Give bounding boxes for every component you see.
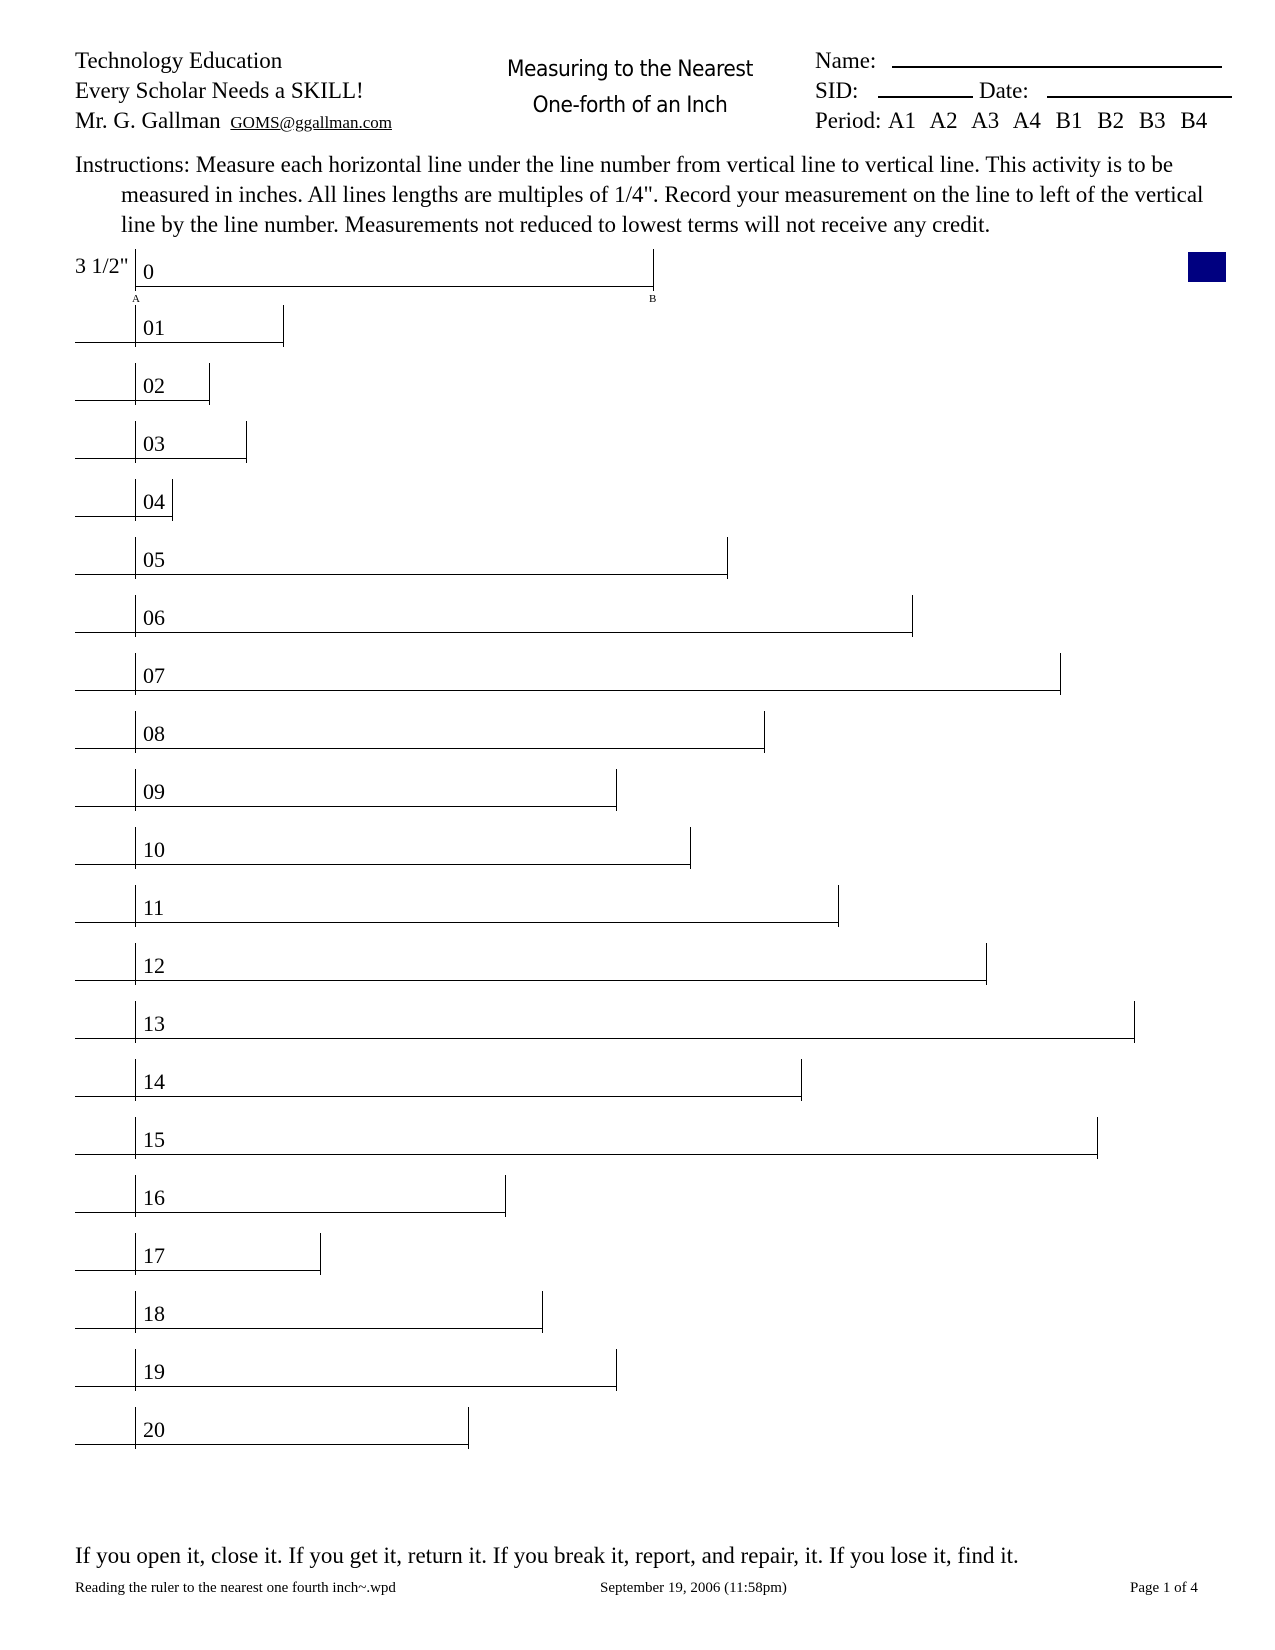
period-option[interactable]: B2 [1097,108,1125,133]
footer-filename: Reading the ruler to the nearest one fourth inch~.wpd [75,1580,396,1596]
course-name: Technology Education [75,48,283,73]
measurement-row [0,363,1275,413]
answer-field[interactable] [75,516,135,517]
tick-start [135,1233,136,1275]
answer-field[interactable] [75,922,135,923]
worksheet-title [483,52,777,124]
measurement-row [0,305,1275,355]
line-number: 18 [143,1301,165,1326]
answer-field[interactable] [75,1212,135,1213]
tick-start [135,1291,136,1333]
measure-line [135,286,653,287]
measure-line [135,1270,320,1271]
line-number: 02 [143,373,165,398]
period-option[interactable]: B4 [1180,108,1208,133]
tick-start [135,249,136,291]
measure-line [135,1096,801,1097]
measure-line [135,516,172,517]
measurement-row [0,1001,1275,1051]
answer-field[interactable] [75,458,135,459]
line-number: 11 [143,895,165,920]
sid-date-row [815,76,1232,106]
period-option[interactable]: A4 [1012,108,1041,133]
answer-field[interactable] [75,1386,135,1387]
tick-end [653,249,654,291]
line-number: 04 [143,489,165,514]
answer-field[interactable] [75,342,135,343]
tick-end [838,885,839,927]
point-b-label: B [649,293,657,305]
title-line-2: One-forth of an Inch [532,93,728,118]
answer-field[interactable] [75,1038,135,1039]
tick-start [135,769,136,811]
measurement-row [0,479,1275,529]
tick-start [135,653,136,695]
answer-field[interactable] [75,1444,135,1445]
name-field[interactable] [892,46,1222,68]
answer-field[interactable] [75,690,135,691]
answer-field[interactable] [75,400,135,401]
tick-start [135,479,136,521]
tick-start [135,595,136,637]
period-row [815,106,1232,136]
tick-start [135,1175,136,1217]
measurement-row [0,1059,1275,1109]
tick-start [135,1407,136,1449]
measure-line [135,690,1060,691]
measure-line [135,748,764,749]
measure-line [135,980,986,981]
measure-line [135,922,838,923]
answer-field[interactable] [75,864,135,865]
measurement-row [0,653,1275,703]
tick-start [135,885,136,927]
measure-line [135,458,246,459]
line-number: 08 [143,721,165,746]
line-number: 17 [143,1243,165,1268]
tick-start [135,1117,136,1159]
measurement-row [0,885,1275,935]
date-label: Date: [978,78,1029,103]
answer-field[interactable] [75,632,135,633]
tick-end [505,1175,506,1217]
example-answer: 3 1/2" [75,253,129,278]
measure-line [135,1386,616,1387]
measurement-row [0,943,1275,993]
line-number: 14 [143,1069,165,1094]
line-number: 07 [143,663,165,688]
tick-end [283,305,284,347]
line-number: 10 [143,837,165,862]
measurement-row [0,1175,1275,1225]
measure-line [135,864,690,865]
answer-field[interactable] [75,980,135,981]
tick-end [986,943,987,985]
answer-field[interactable] [75,748,135,749]
tick-end [727,537,728,579]
tick-end [1060,653,1061,695]
measure-line [135,400,209,401]
measurement-row [0,595,1275,645]
measurement-row [0,1117,1275,1167]
tick-end [690,827,691,869]
line-number: 09 [143,779,165,804]
tick-start [135,421,136,463]
tick-end [616,769,617,811]
line-number: 13 [143,1011,165,1036]
measurement-row [0,421,1275,471]
tick-end [172,479,173,521]
line-number: 05 [143,547,165,572]
tick-end [209,363,210,405]
line-number: 01 [143,315,165,340]
measure-line [135,1038,1134,1039]
period-option[interactable]: A3 [971,108,1000,133]
instructions-text: Instructions: Measure each horizontal line under the line number from vertical line to vertical line. This activity is to be measured in inches. All lines lengths are multiples of 1/4". Record your measurement on the line to left of the vertical line by the line number. Measurements not reduced to lowest terms will not receive any credit. [75,152,1204,237]
title-line-1: Measuring to the Nearest [507,57,753,82]
tick-end [246,421,247,463]
point-a-label: A [132,293,140,305]
example-line [0,249,1275,305]
footer-date: September 19, 2006 (11:58pm) [600,1580,787,1596]
measurement-row [0,1233,1275,1283]
tick-end [1097,1117,1098,1159]
measure-line [135,574,727,575]
tick-end [764,711,765,753]
period-option[interactable]: B3 [1138,108,1166,133]
course-motto: Every Scholar Needs a SKILL! [75,78,364,103]
measurement-row [0,769,1275,819]
tick-start [135,305,136,347]
tick-end [542,1291,543,1333]
measure-line [135,806,616,807]
measurement-row [0,711,1275,761]
tick-start [135,943,136,985]
answer-field[interactable] [75,1096,135,1097]
tick-end [320,1233,321,1275]
name-row [815,46,1232,76]
measure-line [135,1154,1097,1155]
tick-start [135,1059,136,1101]
line-number: 06 [143,605,165,630]
tick-end [616,1349,617,1391]
line-number: 19 [143,1359,165,1384]
tick-end [801,1059,802,1101]
name-label: Name: [815,48,877,73]
line-number: 16 [143,1185,165,1210]
tick-start [135,827,136,869]
teacher-email: GOMS@ggallman.com [230,113,392,132]
tick-start [135,1349,136,1391]
line-number: 0 [143,259,154,284]
measure-line [135,632,912,633]
tick-start [135,363,136,405]
tick-start [135,711,136,753]
answer-field[interactable] [75,1154,135,1155]
answer-field[interactable] [75,806,135,807]
measurement-row [0,827,1275,877]
student-info-block [815,46,1232,136]
sid-label: SID: [815,78,859,103]
teacher-name: Mr. G. Gallman [75,108,221,133]
answer-field[interactable] [75,574,135,575]
line-number: 12 [143,953,165,978]
measurement-row [0,1407,1275,1457]
measurement-row [0,1349,1275,1399]
answer-field[interactable] [75,1270,135,1271]
period-label: Period: [815,108,882,133]
measure-line [135,342,283,343]
footer-page: Page 1 of 4 [1130,1580,1198,1596]
measurement-row [0,1291,1275,1341]
tick-end [1134,1001,1135,1043]
line-number: 15 [143,1127,165,1152]
measure-line [135,1212,505,1213]
period-option[interactable]: A1 [887,108,917,133]
period-option[interactable]: A2 [929,108,958,133]
line-number: 03 [143,431,165,456]
footer-rule: If you open it, close it. If you get it, return it. If you break it, report, and repair, it. If you lose it, find it. [75,1543,1019,1568]
line-number: 20 [143,1417,165,1442]
measurement-row [0,537,1275,587]
measure-line [135,1328,542,1329]
tick-start [135,537,136,579]
sid-field[interactable] [878,76,973,98]
date-field[interactable] [1047,76,1232,98]
instructions [75,150,1225,240]
answer-field[interactable] [75,1328,135,1329]
tick-start [135,1001,136,1043]
tick-end [468,1407,469,1449]
period-option[interactable]: B1 [1055,108,1083,133]
tick-end [912,595,913,637]
measure-line [135,1444,468,1445]
header-course-info [75,46,392,138]
teacher-line [75,106,392,138]
